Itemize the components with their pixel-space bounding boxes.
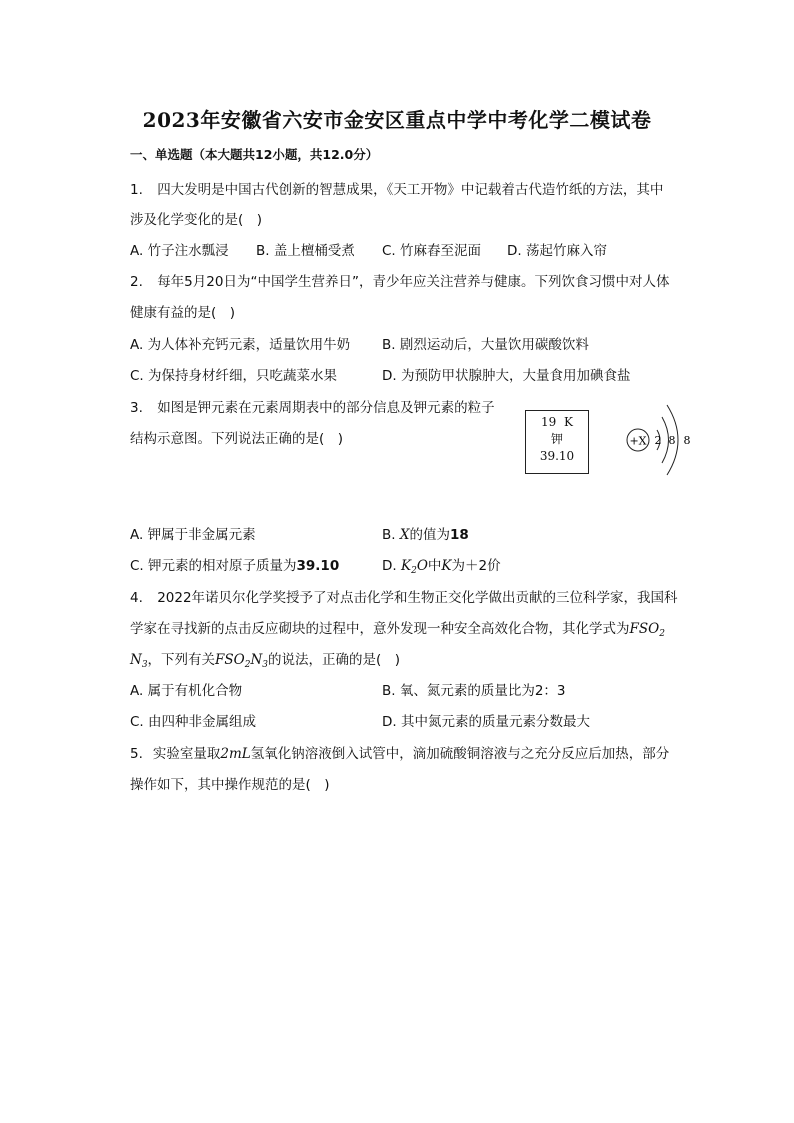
formula-n: N (130, 652, 142, 668)
element-name: 钾 (550, 432, 563, 446)
formula-subscript: 2 (659, 629, 665, 639)
option-b-variable: X (399, 527, 410, 543)
question-5-line-2: 操作如下，其中操作规范的是( ) (130, 777, 330, 793)
formula-n-2: N (250, 652, 263, 668)
question-1-text: 四大发明是中国古代创新的智慧成果，《天工开物》中记载着古代造竹纸的方法，其中 (157, 182, 664, 198)
option-b-number: 18 (449, 527, 469, 543)
question-2-option-c: C. 为保持身材纤细，只吃蔬菜水果 (130, 368, 338, 384)
quantity: 2mL (220, 746, 251, 762)
nucleus-charge: +X (629, 434, 647, 448)
question-3-text: 如图是钾元素在元素周期表中的部分信息及钾元素的粒子 (157, 400, 495, 416)
question-3-line-1 (130, 396, 495, 416)
question-2-line-1 (130, 270, 669, 290)
option-d-prefix: D. (382, 558, 401, 574)
question-3-option-a: A. 钾属于非金属元素 (130, 527, 256, 543)
element-number-symbol (526, 414, 588, 431)
question-4-number: 4. (130, 590, 143, 606)
question-4-line-1 (130, 586, 678, 606)
question-5-line-1 (130, 742, 669, 762)
question-2-option-b: B. 剧烈运动后，大量饮用碳酸饮料 (382, 337, 589, 353)
formula-k-2: K (441, 558, 452, 574)
option-b-prefix: B. (382, 527, 400, 543)
formula-fso: FSO (629, 621, 660, 637)
question-4-text-2: 学家在寻找新的点击反应砌块的过程中，意外发现一种安全高效化合物，其化学式为 (130, 621, 630, 637)
option-c-number: 39.10 (296, 558, 340, 574)
question-4-option-c: C. 由四种非金属组成 (130, 714, 257, 730)
question-3-number: 3. (130, 400, 143, 416)
question-1-option-d: D. 荡起竹麻入帘 (507, 243, 607, 259)
question-1-option-a: A. 竹子注水瓢浸 (130, 243, 229, 259)
exam-title: 2023年安徽省六安市金安区重点中学中考化学二模试卷 (142, 108, 652, 132)
formula-subscript: 3 (262, 660, 269, 670)
element-symbol: K (563, 415, 573, 429)
question-4-text-3: ，下列有关 (147, 652, 216, 668)
question-2-number: 2. (130, 274, 143, 290)
element-atomic-mass: 39.10 (539, 449, 575, 463)
question-3-option-d (382, 554, 501, 576)
question-4-text-4: 的说法，正确的是( ) (268, 652, 401, 668)
shell-3-electrons: 8 (683, 434, 691, 447)
question-2-option-a: A. 为人体补充钙元素，适量饮用牛奶 (130, 337, 351, 353)
element-atomic-number: 19 (541, 415, 557, 429)
formula-k: K (400, 558, 412, 574)
shell-2-electrons: 8 (668, 434, 676, 447)
periodic-table-cell (525, 410, 589, 474)
formula-subscript: 2 (244, 660, 251, 670)
question-4-line-3 (130, 648, 400, 670)
shell-1-electrons: 2 (654, 434, 662, 447)
question-2-line-2: 健康有益的是( ) (130, 305, 236, 321)
formula-subscript: 2 (411, 566, 417, 576)
question-2-option-d: D. 为预防甲状腺肿大，大量食用加碘食盐 (382, 368, 631, 384)
question-4-option-b: B. 氧、氮元素的质量比为2：3 (382, 683, 566, 699)
question-1-option-c: C. 竹麻舂至泥面 (382, 243, 482, 259)
option-c-text: C. 钾元素的相对原子质量为 (130, 558, 297, 574)
option-b-text: 的值为 (409, 527, 450, 543)
question-4-option-a: A. 属于有机化合物 (130, 683, 243, 699)
question-1-line-1 (130, 178, 663, 198)
question-3-line-2: 结构示意图。下列说法正确的是( ) (130, 431, 344, 447)
section-heading: 一、单选题（本大题共12小题，共12.0分） (130, 147, 379, 162)
option-d-text: 为＋2价 (451, 558, 501, 574)
question-2-text: 每年5月20日为“中国学生营养日”，青少年应关注营养与健康。下列饮食习惯中对人体 (157, 274, 670, 290)
question-5-number: 5. (130, 746, 143, 762)
formula-subscript: 3 (141, 660, 148, 670)
question-1-line-2: 涉及化学变化的是( ) (130, 212, 263, 228)
question-4-text: 2022年诺贝尔化学奖授予了对点击化学和生物正交化学做出贡献的三位科学家，我国科 (157, 590, 678, 606)
question-1-option-b: B. 盖上檀桶受煮 (256, 243, 355, 259)
question-3-option-c (130, 554, 339, 574)
question-5-text: 实验室量取 (152, 746, 221, 762)
question-4-option-d: D. 其中氮元素的质量元素分数最大 (382, 714, 590, 730)
question-3-option-b (382, 523, 469, 543)
question-4-line-2 (130, 617, 665, 639)
formula-fso-2: FSO (215, 652, 245, 668)
option-d-mid: 中 (427, 558, 442, 574)
atomic-structure-diagram (615, 395, 695, 485)
formula-o: O (416, 558, 428, 574)
question-1-number: 1. (130, 182, 143, 198)
question-5-text-2: 氢氧化钠溶液倒入试管中，滴加硫酸铜溶液与之充分反应后加热，部分 (250, 746, 670, 762)
